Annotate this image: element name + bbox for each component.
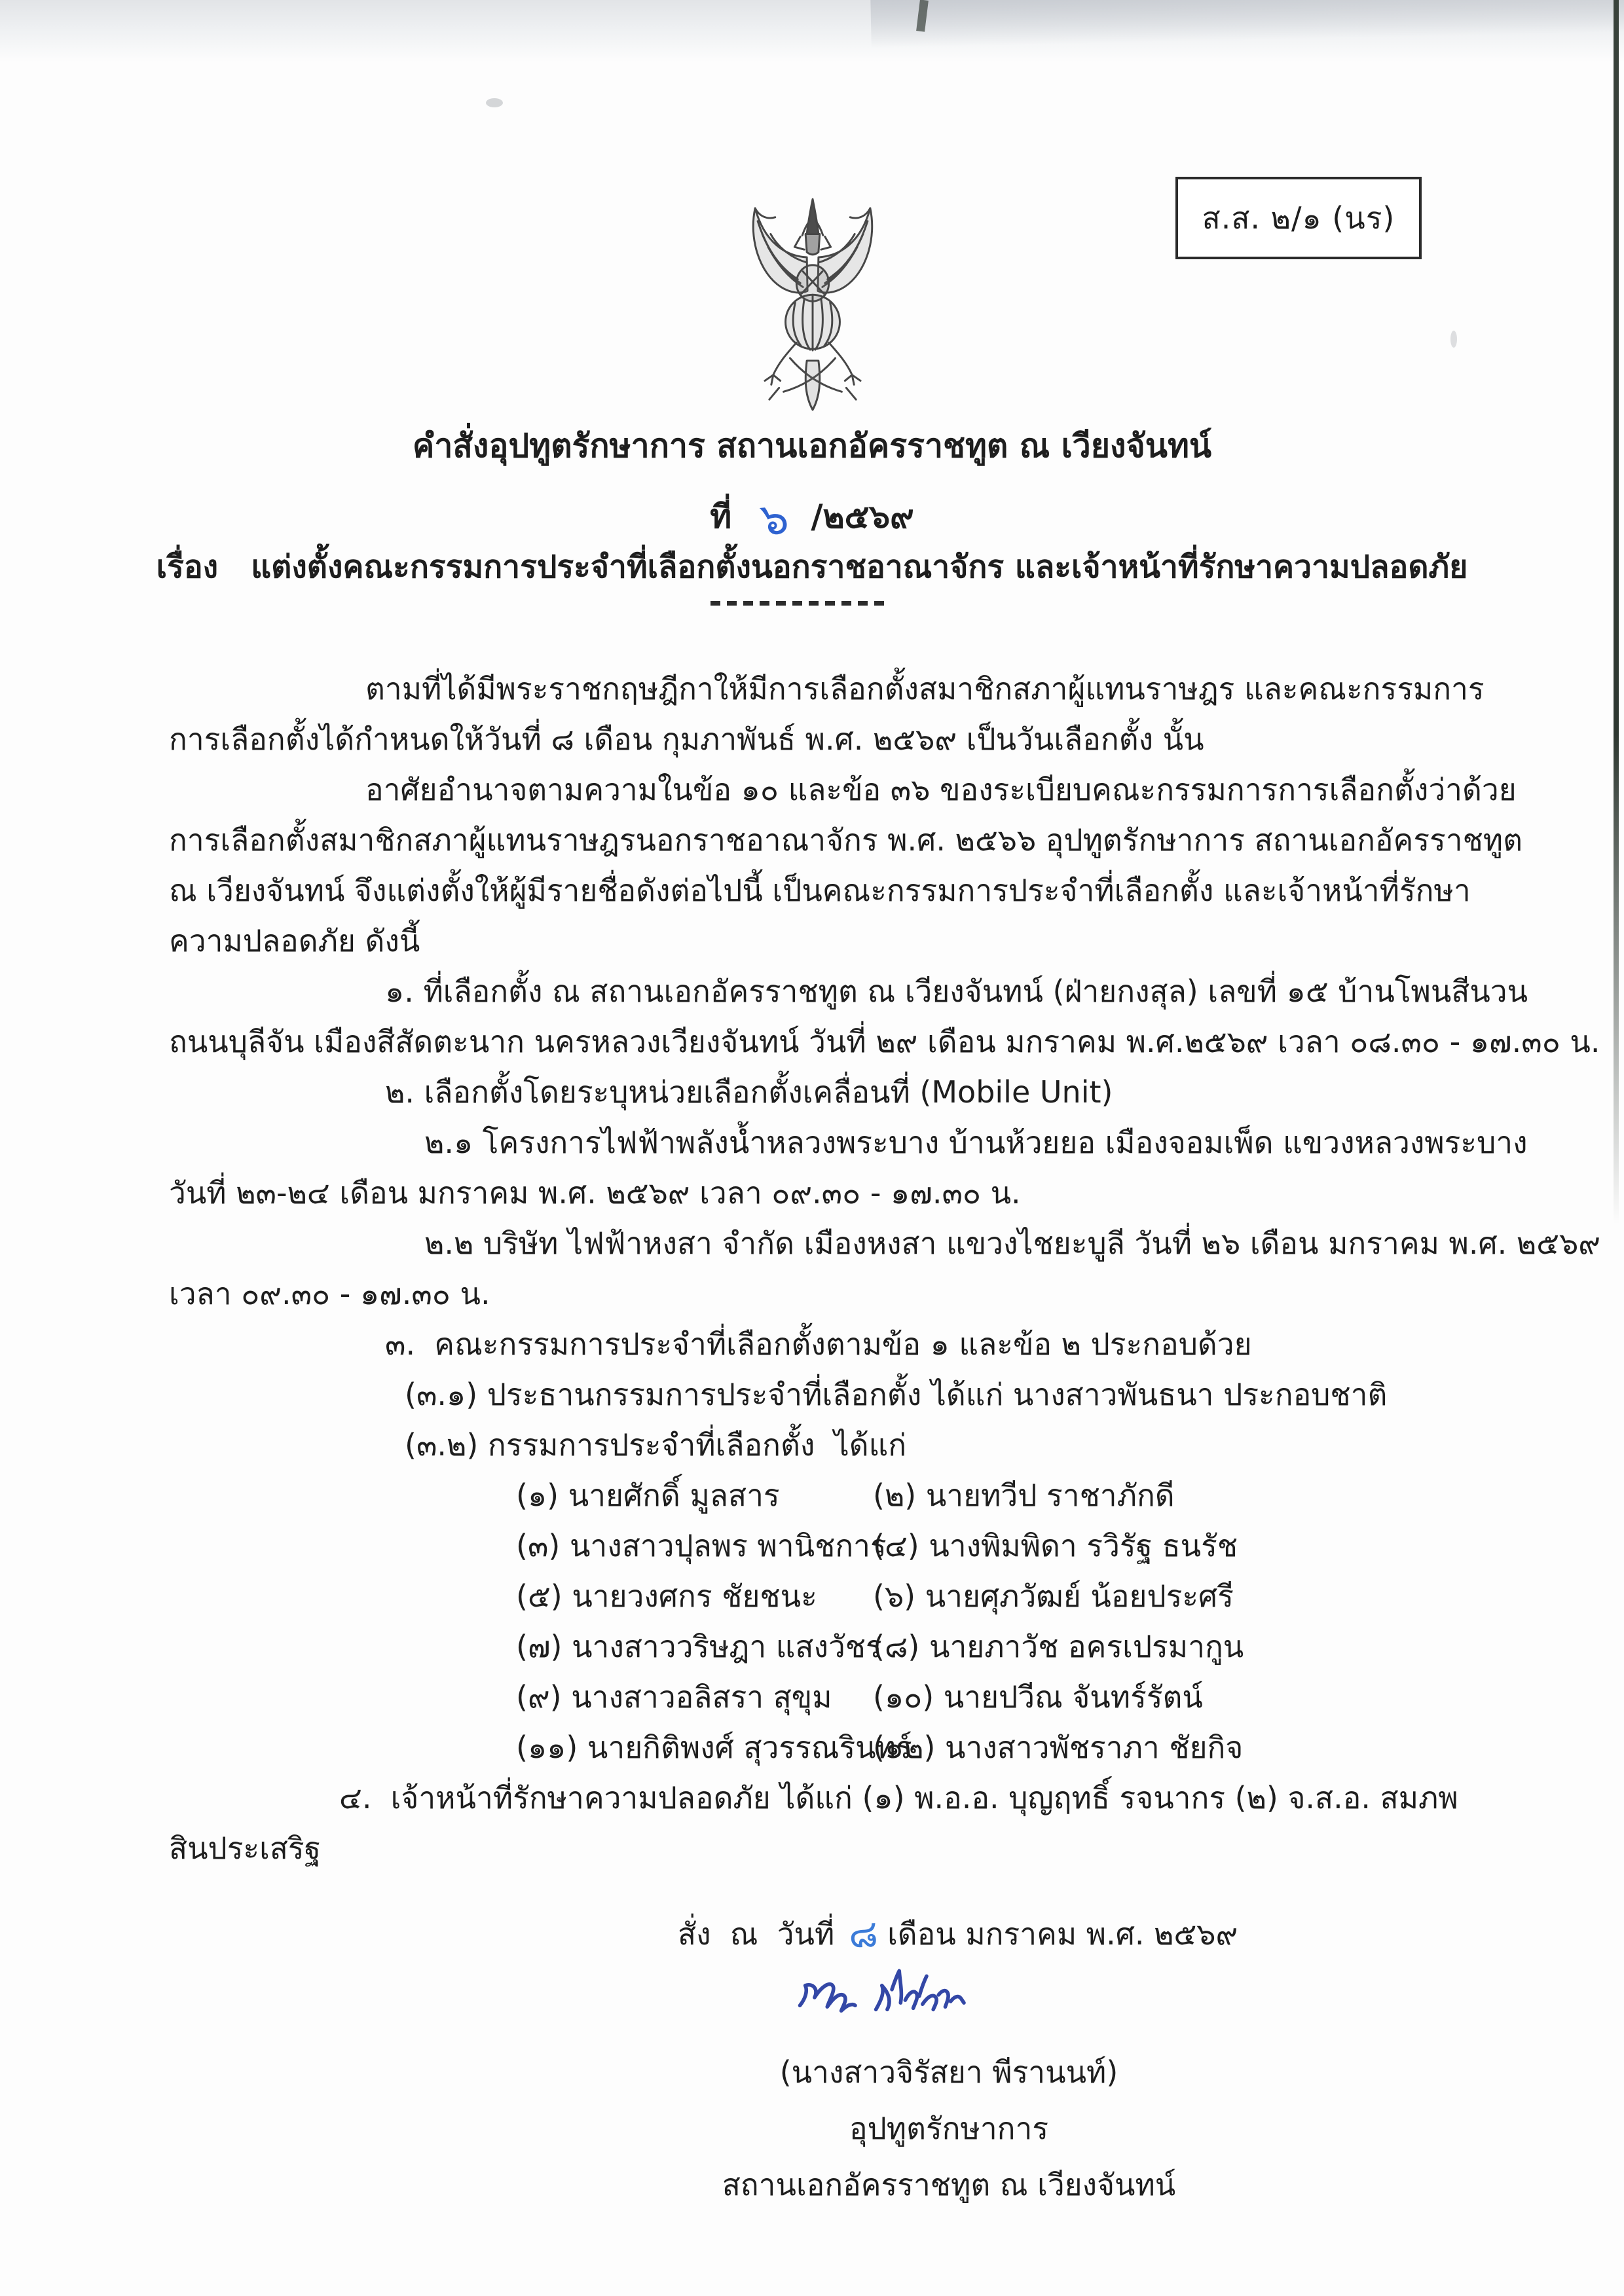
body-line: ๓. คณะกรรมการประจำที่เลือกตั้งตามข้อ ๑ และข้อ ๒ ประกอบด้วย — [385, 1326, 1252, 1362]
committee-member: (๔) นางพิมพิดา รวิรัฐ ธนรัช — [873, 1528, 1238, 1563]
document-title: คำสั่งอุปทูตรักษาการ สถานเอกอัครราชทูต ณ เวียงจันทน์ — [412, 427, 1212, 465]
document-subject: เรื่อง แต่งตั้งคณะกรรมการประจำที่เลือกตั้งนอกราชอาณาจักร และเจ้าหน้าที่รักษาความปลอดภัย — [156, 549, 1468, 585]
issued-day-handwritten: ๘ — [847, 1910, 879, 1958]
body-line: การเลือกตั้งได้กำหนดให้วันที่ ๘ เดือน กุมภาพันธ์ พ.ศ. ๒๕๖๙ เป็นวันเลือกตั้ง นั้น — [169, 721, 1204, 757]
committee-member: (๑๐) นายปวีณ จันทร์รัตน์ — [873, 1679, 1203, 1715]
committee-member: (๗) นางสาววริษฎา แสงวัชร — [516, 1629, 882, 1664]
doc-no-suffix: /๒๕๖๙ — [811, 498, 914, 536]
scan-artifact-right-edge-line — [1614, 0, 1619, 1224]
body-line: เวลา ๐๙.๓๐ - ๑๗.๓๐ น. — [169, 1276, 490, 1311]
committee-member: (๓) นางสาวปุลพร พานิชการ — [516, 1528, 887, 1563]
issued-prefix: สั่ง ณ วันที่ — [678, 1916, 835, 1952]
body-line: (๓.๑) ประธานกรรมการประจำที่เลือกตั้ง ได้แก่ นางสาวพันธนา ประกอบชาติ — [405, 1377, 1388, 1412]
body-line: ตามที่ได้มีพระราชกฤษฎีกาให้มีการเลือกตั้งสมาชิกสภาผู้แทนราษฎร และคณะกรรมการ — [365, 671, 1485, 706]
issued-date-line — [678, 1906, 1238, 1959]
committee-member: (๘) นายภาวัช อครเปรมากูน — [873, 1629, 1244, 1664]
body-line: (๓.๒) กรรมการประจำที่เลือกตั้ง ได้แก่ — [405, 1427, 907, 1463]
body-line: ๒.๒ บริษัท ไฟฟ้าหงสา จำกัด เมืองหงสา แขวงไชยะบูลี วันที่ ๒๖ เดือน มกราคม พ.ศ. ๒๕๖๙ — [424, 1226, 1600, 1261]
committee-member: (๙) นางสาวอลิสรา สุขุม — [516, 1679, 832, 1715]
signer-block — [685, 2044, 1213, 2213]
body-line: การเลือกตั้งสมาชิกสภาผู้แทนราษฎรนอกราชอาณาจักร พ.ศ. ๒๕๖๖ อุปทูตรักษาการ สถานเอกอัครราชทูต — [169, 822, 1522, 858]
body-line: สินประเสริฐ — [169, 1831, 322, 1866]
document-body — [169, 664, 1600, 1874]
form-code-label: ส.ส. ๒/๑ (นร) — [1202, 200, 1395, 236]
garuda-emblem-icon — [712, 194, 913, 423]
scan-artifact-speck — [1450, 331, 1457, 348]
document-number-line — [0, 477, 1624, 547]
body-line: ๒. เลือกตั้งโดยระบุหน่วยเลือกตั้งเคลื่อนที่ (Mobile Unit) — [385, 1074, 1113, 1110]
committee-members-list — [516, 1470, 1538, 1773]
doc-no-prefix: ที่ — [710, 498, 732, 536]
body-line: ๒.๑ โครงการไฟฟ้าพลังน้ำหลวงพระบาง บ้านห้วยยอ เมืองจอมเพ็ด แขวงหลวงพระบาง — [424, 1125, 1528, 1160]
body-line: ถนนบุลีจัน เมืองสีสัดตะนาก นครหลวงเวียงจันทน์ วันที่ ๒๙ เดือน มกราคม พ.ศ.๒๕๖๙ เวลา ๐๘.๓๐ - ๑๗.๓๐ น. — [169, 1024, 1600, 1059]
subject-divider — [710, 601, 886, 606]
body-line: อาศัยอำนาจตามความในข้อ ๑๐ และข้อ ๓๖ ของระเบียบคณะกรรมการการเลือกตั้งว่าด้วย — [365, 772, 1517, 807]
body-line: ๔. เจ้าหน้าที่รักษาความปลอดภัย ได้แก่ (๑) พ.อ.อ. บุญฤทธิ์ รจนากร (๒) จ.ส.อ. สมภพ — [339, 1780, 1458, 1815]
scan-artifact-speck — [486, 98, 503, 107]
committee-member: (๕) นายวงศกร ชัยชนะ — [516, 1578, 817, 1614]
committee-member: (๖) นายศุภวัฒย์ น้อยประศรี — [873, 1578, 1234, 1614]
committee-member: (๑) นายศักดิ์ มูลสาร — [516, 1478, 780, 1513]
body-line: วันที่ ๒๓-๒๔ เดือน มกราคม พ.ศ. ๒๕๖๙ เวลา ๐๙.๓๐ - ๑๗.๓๐ น. — [169, 1175, 1021, 1211]
issued-suffix: เดือน มกราคม พ.ศ. ๒๕๖๙ — [887, 1916, 1238, 1952]
signer-org: สถานเอกอัครราชทูต ณ เวียงจันทน์ — [722, 2167, 1176, 2202]
body-line: ความปลอดภัย ดังนี้ — [169, 923, 420, 958]
body-line: ณ เวียงจันทน์ จึงแต่งตั้งให้ผู้มีรายชื่อดังต่อไปนี้ เป็นคณะกรรมการประจำที่เลือกตั้ง และเจ้าหน้าที่รักษา — [169, 873, 1471, 908]
form-code-box — [1175, 177, 1422, 259]
committee-member: (๑๑) นายกิติพงศ์ สุวรรณรินทร์ — [516, 1730, 912, 1765]
doc-no-handwritten-number: ๖ — [758, 492, 791, 547]
signer-title: อุปทูตรักษาการ — [849, 2111, 1049, 2146]
body-line: ๑. ที่เลือกตั้ง ณ สถานเอกอัครราชทูต ณ เวียงจันทน์ (ฝ่ายกงสุล) เลขที่ ๑๕ บ้านโพนสีนวน — [385, 974, 1528, 1009]
signature-handwriting — [789, 1959, 992, 2032]
committee-member: (๒) นายทวีป ราชาภักดี — [873, 1478, 1175, 1513]
committee-member: (๑๒) นางสาวพัชราภา ชัยกิจ — [873, 1730, 1244, 1765]
signer-name: (นางสาวจิรัสยา พีรานนท์) — [779, 2054, 1118, 2090]
